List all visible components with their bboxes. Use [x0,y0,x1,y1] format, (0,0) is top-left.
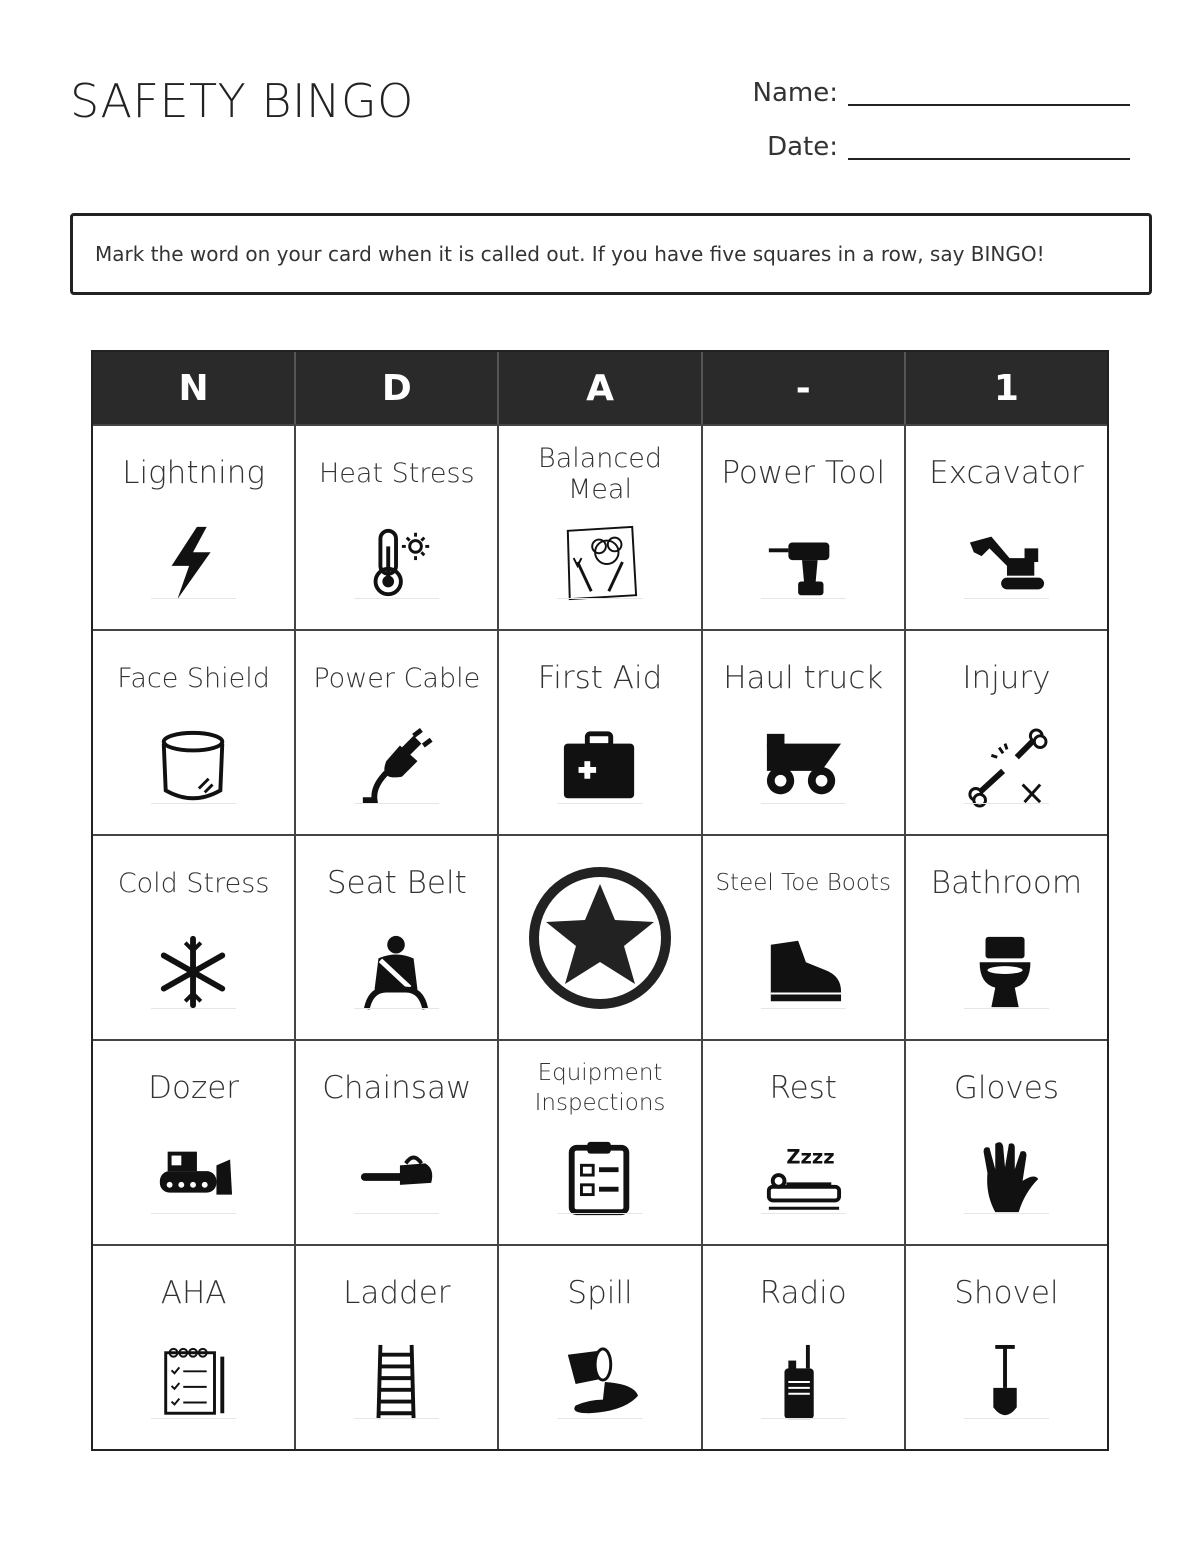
bingo-cell[interactable] [906,1246,1107,1449]
bingo-cell[interactable] [906,631,1107,834]
bingo-row [93,1244,1107,1449]
sleeping-icon [758,1137,848,1219]
column-header: 1 [993,367,1019,409]
cell-word: Cold Stress [117,868,270,900]
bingo-cell[interactable] [296,426,499,629]
bingo-cell[interactable] [499,631,702,834]
bingo-cell[interactable] [499,426,702,629]
column-header: A [499,352,702,424]
cell-divider [761,1008,846,1009]
cell-word: Rest [769,1070,837,1107]
column-header: - [703,352,906,424]
broken-bone-icon [961,727,1051,809]
bingo-cell[interactable] [296,1041,499,1244]
toilet-icon [961,932,1051,1014]
glove-icon [961,1137,1051,1219]
date-field [708,134,1130,160]
bingo-cell[interactable] [93,1041,296,1244]
bingo-cell[interactable] [93,1246,296,1449]
cell-word: Gloves [953,1070,1059,1107]
ladder-icon [352,1342,442,1424]
excavator-icon [961,522,1051,604]
cell-word: Chainsaw [322,1070,472,1107]
cell-divider [557,1418,642,1419]
cell-divider [557,598,642,599]
cell-divider [964,1213,1049,1214]
drill-icon [758,522,848,604]
bingo-row [93,834,1107,1039]
cell-word: Heat Stress [319,458,475,490]
column-header-row [93,352,1107,424]
cell-divider [964,1008,1049,1009]
face-shield-icon [149,727,239,809]
bingo-row [93,1039,1107,1244]
thermometer-sun-icon [352,522,442,604]
bingo-cell[interactable] [703,1041,906,1244]
column-header: D [296,352,499,424]
cell-word: Radio [759,1275,847,1312]
free-space-cell[interactable] [499,836,702,1039]
bingo-cell[interactable] [906,1041,1107,1244]
cell-word: Haul truck [723,660,884,697]
cell-divider [964,598,1049,599]
bingo-cell[interactable] [499,1246,702,1449]
page-title: SAFETY BINGO [70,74,414,128]
cell-divider [557,1213,642,1214]
cell-word: Power Tool [721,455,886,492]
cell-divider [151,1213,236,1214]
cell-word: Seat Belt [326,865,467,902]
cell-divider [151,803,236,804]
cell-word: Face Shield [117,663,270,695]
spill-icon [555,1342,645,1424]
cell-divider [761,598,846,599]
bingo-cell[interactable] [93,836,296,1039]
cell-divider [761,1213,846,1214]
cell-word: Ladder [343,1275,451,1312]
cell-divider [761,803,846,804]
bingo-card [91,350,1109,1451]
cell-divider [151,1008,236,1009]
svg-text:Zzzz: Zzzz [786,1145,835,1169]
snowflake-icon [149,932,239,1014]
cell-divider [354,1008,439,1009]
cell-divider [557,803,642,804]
bingo-cell[interactable] [93,631,296,834]
cell-word: Spill [567,1275,633,1312]
dozer-icon [149,1137,239,1219]
cell-divider [354,598,439,599]
bingo-cell[interactable] [703,836,906,1039]
bingo-cell[interactable] [703,1246,906,1449]
bingo-cell[interactable] [906,836,1107,1039]
cell-word: Steel Toe Boots [715,870,891,897]
cell-word: Power Cable [313,663,481,695]
bingo-cell[interactable] [499,1041,702,1244]
free-space-star-icon [524,862,676,1014]
cell-divider [354,803,439,804]
cell-divider [151,598,236,599]
cell-word: Dozer [148,1070,240,1107]
radio-icon [758,1342,848,1424]
meal-icon [555,522,645,604]
date-input-line[interactable] [848,134,1130,160]
chainsaw-icon [352,1137,442,1219]
cell-divider [354,1418,439,1419]
boot-icon [758,932,848,1014]
cell-word: Excavator [929,455,1084,492]
first-aid-kit-icon [555,727,645,809]
cell-word: Shovel [954,1275,1059,1312]
cell-divider [354,1213,439,1214]
column-header: N [93,352,296,424]
seat-belt-icon [352,932,442,1014]
cell-word: Equipment Inspections [534,1060,666,1116]
shovel-icon [961,1342,1051,1424]
cell-word: Balanced Meal [538,442,662,505]
bingo-cell[interactable] [703,631,906,834]
cell-word: AHA [160,1275,227,1312]
haul-truck-icon [758,727,848,809]
cell-divider [964,803,1049,804]
name-label: Name: [752,78,838,108]
bingo-cell[interactable] [703,426,906,629]
bingo-cell[interactable] [906,426,1107,629]
lightning-icon [149,522,239,604]
bingo-cell[interactable] [296,631,499,834]
cell-divider [151,1418,236,1419]
bingo-cell[interactable] [296,836,499,1039]
name-field [708,80,1130,106]
cell-divider [964,1418,1049,1419]
name-input-line[interactable] [848,80,1130,106]
cell-word: Bathroom [930,865,1083,902]
plug-icon [352,727,442,809]
clipboard-icon [555,1137,645,1219]
cell-word: First Aid [537,660,663,697]
bingo-cell[interactable] [93,426,296,629]
bingo-row [93,424,1107,629]
bingo-row [93,629,1107,834]
checklist-notepad-icon [149,1342,239,1424]
cell-divider [761,1418,846,1419]
bingo-cell[interactable] [296,1246,499,1449]
instructions-text: Mark the word on your card when it is called out. If you have five squares in a row, say BINGO! [95,242,1045,266]
date-label: Date: [767,132,838,162]
cell-word: Injury [962,660,1051,697]
instructions-box [70,213,1152,295]
cell-word: Lightning [122,455,265,492]
